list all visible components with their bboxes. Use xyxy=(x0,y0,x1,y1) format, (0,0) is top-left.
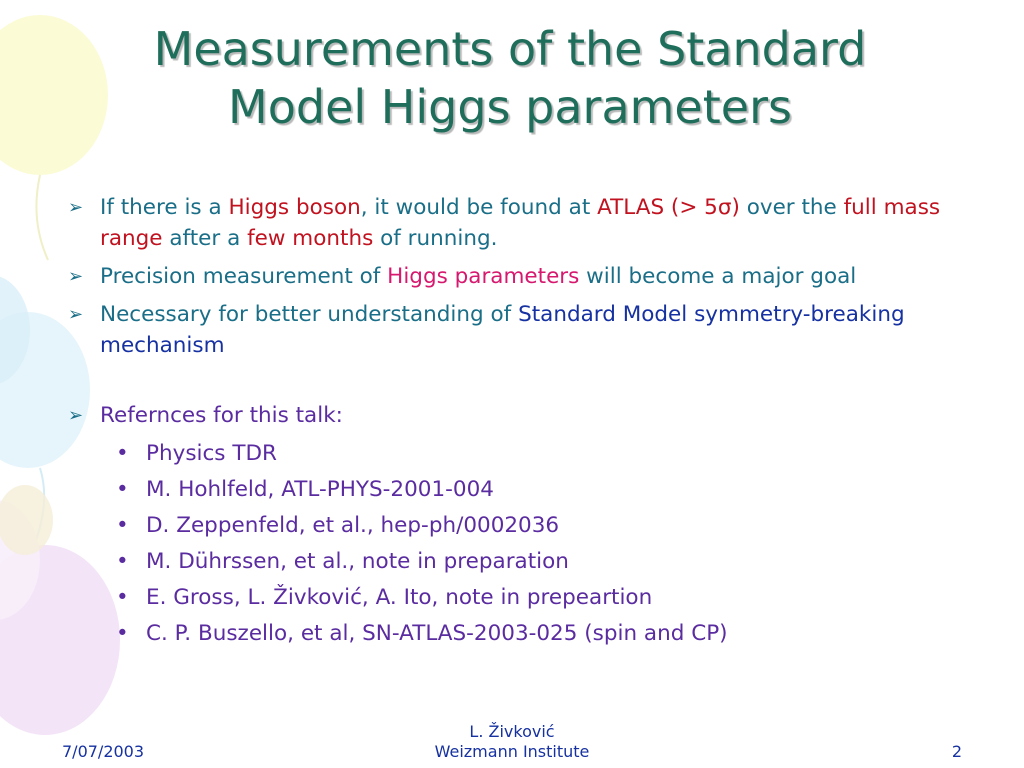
dot-bullet-icon: • xyxy=(116,477,129,502)
footer-author-block xyxy=(0,722,1024,762)
bullet-references xyxy=(68,400,988,431)
reference-text: C. P. Buszello, et al, SN-ATLAS-2003-025 (spin and CP) xyxy=(146,621,728,646)
reference-item xyxy=(68,546,988,577)
reference-item xyxy=(68,438,988,469)
bullet-text: , it would be found at xyxy=(360,195,598,220)
slide-content xyxy=(68,192,988,654)
bullet-text: Precision measurement of xyxy=(100,264,388,289)
footer-page-number: 2 xyxy=(951,742,962,761)
reference-item xyxy=(68,618,988,649)
reference-text: D. Zeppenfeld, et al., hep-ph/0002036 xyxy=(146,513,560,538)
reference-text: M. Dührssen, et al., note in preparation xyxy=(146,549,569,574)
spacer xyxy=(68,368,988,400)
arrow-bullet-icon: ➢ xyxy=(68,304,84,325)
bullet-atlas-discovery xyxy=(68,192,988,254)
arrow-bullet-icon: ➢ xyxy=(68,405,84,426)
highlight-higgs-boson: Higgs boson xyxy=(228,195,361,220)
reference-text: M. Hohlfeld, ATL-PHYS-2001-004 xyxy=(146,477,494,502)
dot-bullet-icon: • xyxy=(116,549,129,574)
footer-institute: Weizmann Institute xyxy=(434,742,590,761)
highlight-higgs-parameters: Higgs parameters xyxy=(387,264,580,289)
bullet-text: will become a major goal xyxy=(579,264,857,289)
references-heading: Refernces for this talk: xyxy=(100,403,343,428)
bullet-text: If there is a xyxy=(100,195,229,220)
footer-date: 7/07/2003 xyxy=(62,742,145,761)
arrow-bullet-icon: ➢ xyxy=(68,197,84,218)
reference-item xyxy=(68,474,988,505)
highlight-few-months: few months xyxy=(247,226,374,251)
title-line-1: Measurements of the Standard xyxy=(153,22,867,76)
reference-item xyxy=(68,510,988,541)
footer-author: L. Živković xyxy=(469,722,555,741)
bullet-text: over the xyxy=(739,195,844,220)
bullet-text: Necessary for better understanding of xyxy=(100,302,519,327)
dot-bullet-icon: • xyxy=(116,513,129,538)
dot-bullet-icon: • xyxy=(116,585,129,610)
bullet-standard-model xyxy=(68,299,988,361)
title-line-2: Model Higgs parameters xyxy=(228,80,792,134)
highlight-full-mass-range: full mass range xyxy=(100,195,941,251)
dot-bullet-icon: • xyxy=(116,621,129,646)
bullet-precision-measurement xyxy=(68,261,988,292)
bullet-text: of running. xyxy=(373,226,498,251)
reference-text: E. Gross, L. Živković, A. Ito, note in prepeartion xyxy=(146,585,653,610)
dot-bullet-icon: • xyxy=(116,441,129,466)
highlight-atlas-5sigma: ATLAS (> 5σ) xyxy=(597,195,740,220)
reference-text: Physics TDR xyxy=(146,441,277,466)
reference-list xyxy=(68,438,988,649)
slide-title xyxy=(40,20,980,136)
bullet-text: after a xyxy=(162,226,248,251)
reference-item xyxy=(68,582,988,613)
highlight-standard-model: Standard Model symmetry-breaking mechanism xyxy=(100,302,905,358)
arrow-bullet-icon: ➢ xyxy=(68,266,84,287)
